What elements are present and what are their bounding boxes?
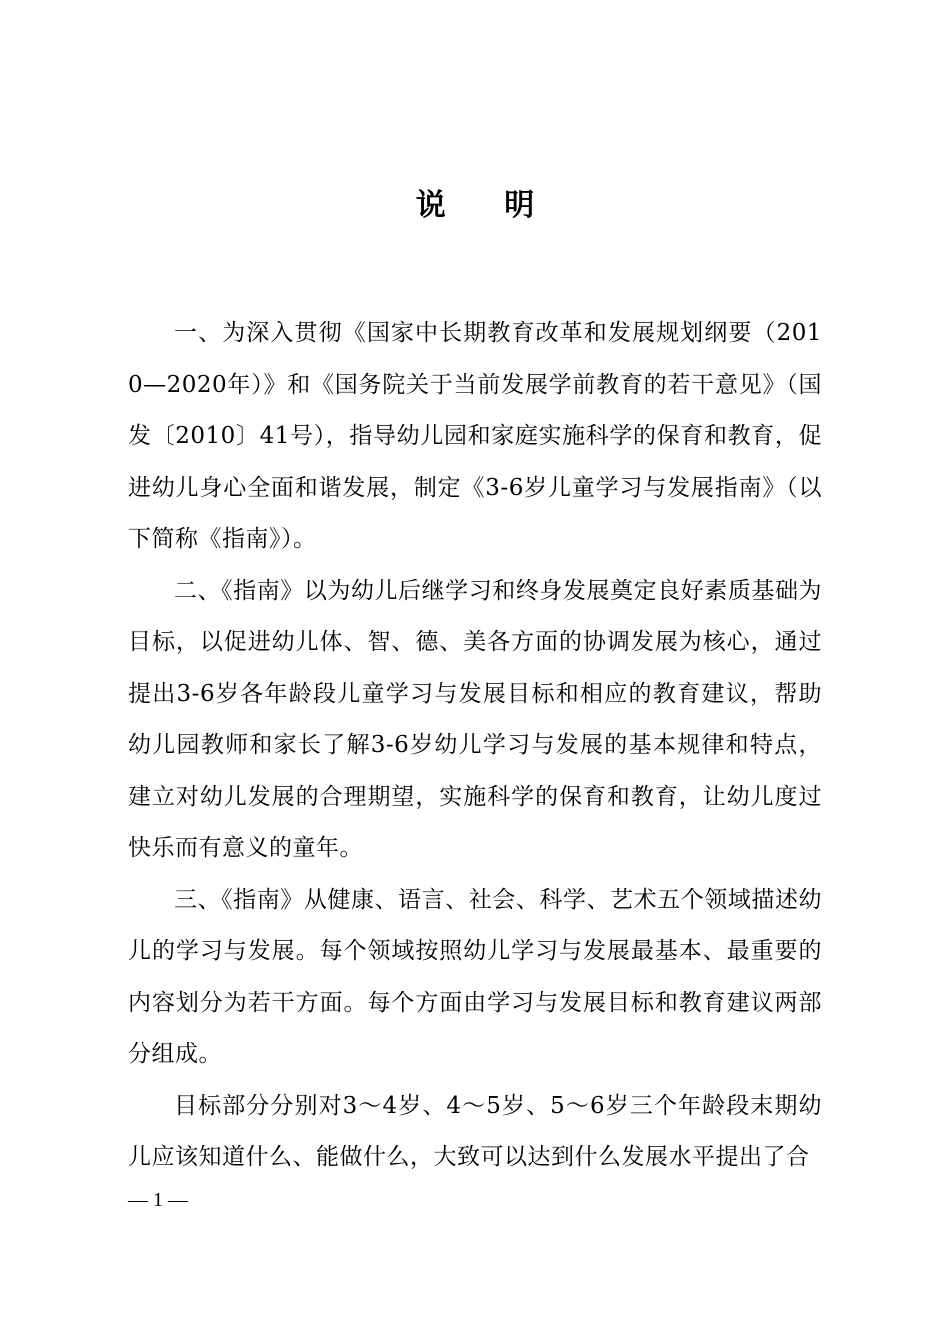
page-number: — 1 — xyxy=(128,1189,188,1211)
paragraph-1: 一、为深入贯彻《国家中长期教育改革和发展规划纲要（2010—2020年）》和《国务院关于当前发展学前教育的若干意见》（国发〔2010〕41号），指导幼儿园和家庭实施科学的保育和教育，促进幼儿身心全面和谐发展，制定《3-6岁儿童学习与发展指南》（以下简称《指南》）。 xyxy=(128,320,822,552)
page-title: 说 明 xyxy=(415,188,559,223)
body-text xyxy=(128,308,822,1184)
paragraph-3: 三、《指南》从健康、语言、社会、科学、艺术五个领域描述幼儿的学习与发展。每个领域按照幼儿学习与发展最基本、最重要的内容划分为若干方面。每个方面由学习与发展目标和教育建议两部分组成。 xyxy=(128,886,822,1067)
paragraph-2: 二、《指南》以为幼儿后继学习和终身发展奠定良好素质基础为目标，以促进幼儿体、智、德、美各方面的协调发展为核心，通过提出3-6岁各年龄段儿童学习与发展目标和相应的教育建议，帮助幼儿园教师和家长了解3-6岁幼儿学习与发展的基本规律和特点，建立对幼儿发展的合理期望，实施科学的保育和教育，让幼儿度过快乐而有意义的童年。 xyxy=(128,577,822,861)
paragraph-4: 目标部分分别对3～4岁、4～5岁、5～6岁三个年龄段末期幼儿应该知道什么、能做什么，大致可以达到什么发展水平提出了合 xyxy=(128,1092,822,1170)
